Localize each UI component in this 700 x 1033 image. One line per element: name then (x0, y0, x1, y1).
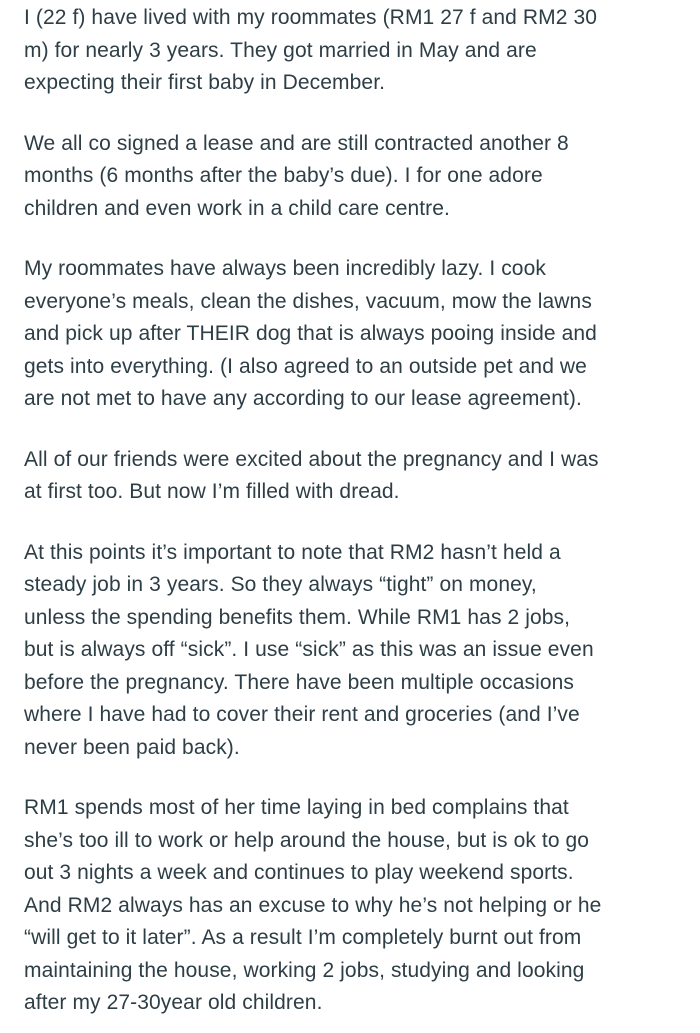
post-line: RM1 spends most of her time laying in bed complains that (24, 796, 569, 819)
post-line: steady job in 3 years. So they always “tight” on money, (24, 573, 537, 596)
post-line: unless the spending benefits them. While RM1 has 2 jobs, (24, 605, 571, 629)
post-paragraph (24, 128, 676, 226)
post-line: maintaining the house, working 2 jobs, studying and looking (24, 958, 585, 982)
post-line: All of our friends were excited about the pregnancy and I was (24, 447, 599, 471)
post-line: “will get to it later”. As a result I’m completely burnt out from (24, 926, 582, 949)
post-line: she’s too ill to work or help around the house, but is ok to go (24, 828, 590, 852)
post-line: m) for nearly 3 years. They got married in May and are (24, 38, 537, 62)
post-line: I (22 f) have lived with my roommates (RM1 27 f and RM2 30 (24, 6, 598, 29)
post-paragraph (24, 253, 676, 416)
post-line: everyone’s meals, clean the dishes, vacuum, mow the lawns (24, 289, 592, 313)
post-paragraph (24, 792, 676, 1020)
post-line: My roommates have always been incredibly lazy. I cook (24, 257, 546, 280)
post-paragraph (24, 444, 676, 509)
post-line: And RM2 always has an excuse to why he’s not helping or he (24, 893, 602, 917)
post-line: gets into everything. (I also agreed to an outside pet and we (24, 354, 587, 378)
post-line: and pick up after THEIR dog that is always pooing inside and (24, 322, 597, 345)
post-line: months (6 months after the baby’s due). I for one adore (24, 164, 543, 187)
post-paragraph (24, 2, 676, 100)
post-paragraph (24, 537, 676, 765)
post-line: expecting their first baby in December. (24, 71, 386, 94)
post-line: after my 27-30year old children. (24, 991, 323, 1014)
post-line: but is always off “sick”. I use “sick” as this was an issue even (24, 638, 594, 661)
post-line: where I have had to cover their rent and groceries (and I’ve (24, 703, 580, 726)
post-line: never been paid back). (24, 735, 240, 759)
post-line: At this points it’s important to note that RM2 hasn’t held a (24, 540, 561, 564)
post-line: We all co signed a lease and are still contracted another 8 (24, 131, 569, 155)
post-line: children and even work in a child care centre. (24, 196, 450, 220)
post-line: out 3 nights a week and continues to play weekend sports. (24, 861, 574, 884)
post-line: are not met to have any according to our lease agreement). (24, 387, 582, 410)
post-line: before the pregnancy. There have been multiple occasions (24, 670, 574, 694)
post-line: at first too. But now I’m filled with dread. (24, 480, 400, 503)
